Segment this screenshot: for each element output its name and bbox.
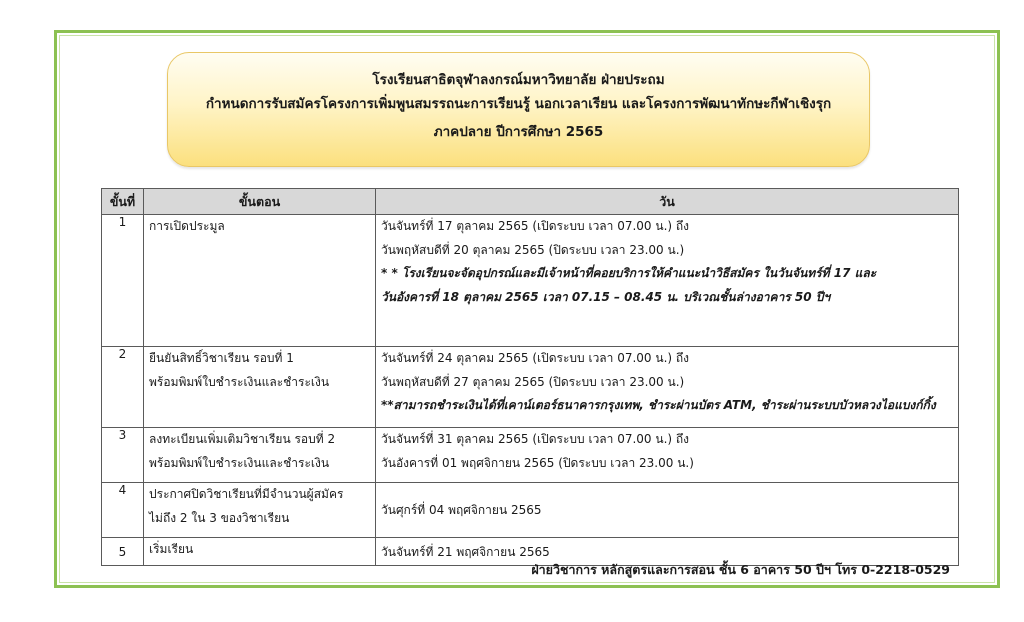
header-procedure: ขั้นตอน <box>144 189 376 215</box>
row-procedure <box>144 428 376 483</box>
row-dates <box>376 483 959 538</box>
header-step-number: ขั้นที่ <box>102 189 144 215</box>
date-line: วันจันทร์ที่ 21 พฤศจิกายน 2565 <box>381 544 550 559</box>
table-row <box>102 347 959 428</box>
schedule-table <box>101 188 959 566</box>
note-line: * * โรงเรียนจะจัดอุปกรณ์และมีเจ้าหน้าที่คอยบริการให้คำแนะนำวิธีสมัคร ในวันจันทร์ที่ 17 และ <box>381 266 877 280</box>
title-semester: ภาคปลาย ปีการศึกษา 2565 <box>433 124 604 140</box>
procedure-line: ประกาศปิดวิชาเรียนที่มีจำนวนผู้สมัคร <box>149 487 344 501</box>
row-procedure <box>144 215 376 347</box>
row-number: 2 <box>102 347 144 428</box>
procedure-line: ยืนยันสิทธิ์วิชาเรียน รอบที่ 1 <box>149 351 294 365</box>
title-school: โรงเรียนสาธิตจุฬาลงกรณ์มหาวิทยาลัย ฝ่ายประถม <box>372 72 665 88</box>
row-procedure <box>144 538 376 566</box>
row-dates <box>376 347 959 428</box>
row-number: 3 <box>102 428 144 483</box>
row-procedure <box>144 483 376 538</box>
date-line: วันพฤหัสบดีที่ 27 ตุลาคม 2565 (ปิดระบบ เวลา 23.00 น.) <box>381 374 685 389</box>
row-number: 4 <box>102 483 144 538</box>
date-line: วันจันทร์ที่ 17 ตุลาคม 2565 (เปิดระบบ เวลา 07.00 น.) ถึง <box>381 219 690 233</box>
date-line: วันจันทร์ที่ 24 ตุลาคม 2565 (เปิดระบบ เวลา 07.00 น.) ถึง <box>381 351 690 365</box>
footer-contact: ฝ่ายวิชาการ หลักสูตรและการสอน ชั้น 6 อาคาร 50 ปีฯ โทร 0-2218-0529 <box>531 562 950 577</box>
procedure-line: พร้อมพิมพ์ใบชำระเงินและชำระเงิน <box>149 374 330 389</box>
table-row <box>102 483 959 538</box>
row-dates <box>376 215 959 347</box>
procedure-line: เริ่มเรียน <box>149 542 194 556</box>
table-row <box>102 215 959 347</box>
note-line: วันอังคารที่ 18 ตุลาคม 2565 เวลา 07.15 – 08.45 น. บริเวณชั้นล่างอาคาร 50 ปีฯ <box>381 289 831 304</box>
note-line: **สามารถชำระเงินได้ที่เคาน์เตอร์ธนาคารกรุงเทพ, ชำระผ่านบัตร ATM, ชำระผ่านระบบบัวหลวงไอแบงก์กิ้ง <box>381 398 936 412</box>
date-line: วันพฤหัสบดีที่ 20 ตุลาคม 2565 (ปิดระบบ เวลา 23.00 น.) <box>381 242 685 257</box>
row-number: 1 <box>102 215 144 347</box>
row-dates <box>376 428 959 483</box>
date-line: วันอังคารที่ 01 พฤศจิกายน 2565 (ปิดระบบ เวลา 23.00 น.) <box>381 455 694 470</box>
procedure-line: การเปิดประมูล <box>149 219 225 233</box>
row-procedure <box>144 347 376 428</box>
procedure-line: ไม่ถึง 2 ใน 3 ของวิชาเรียน <box>149 510 290 525</box>
table-row <box>102 428 959 483</box>
table-header-row <box>102 189 959 215</box>
procedure-line: ลงทะเบียนเพิ่มเติมวิชาเรียน รอบที่ 2 <box>149 432 336 446</box>
title-banner <box>167 52 870 167</box>
procedure-line: พร้อมพิมพ์ใบชำระเงินและชำระเงิน <box>149 455 330 470</box>
row-number: 5 <box>102 538 144 566</box>
title-schedule: กำหนดการรับสมัครโครงการเพิ่มพูนสมรรถนะการเรียนรู้ นอกเวลาเรียน และโครงการพัฒนาทักษะกีฬาเชิงรุก <box>205 96 832 112</box>
date-line: วันศุกร์ที่ 04 พฤศจิกายน 2565 <box>381 503 542 517</box>
header-date: วัน <box>376 189 959 215</box>
date-line: วันจันทร์ที่ 31 ตุลาคม 2565 (เปิดระบบ เวลา 07.00 น.) ถึง <box>381 432 690 446</box>
